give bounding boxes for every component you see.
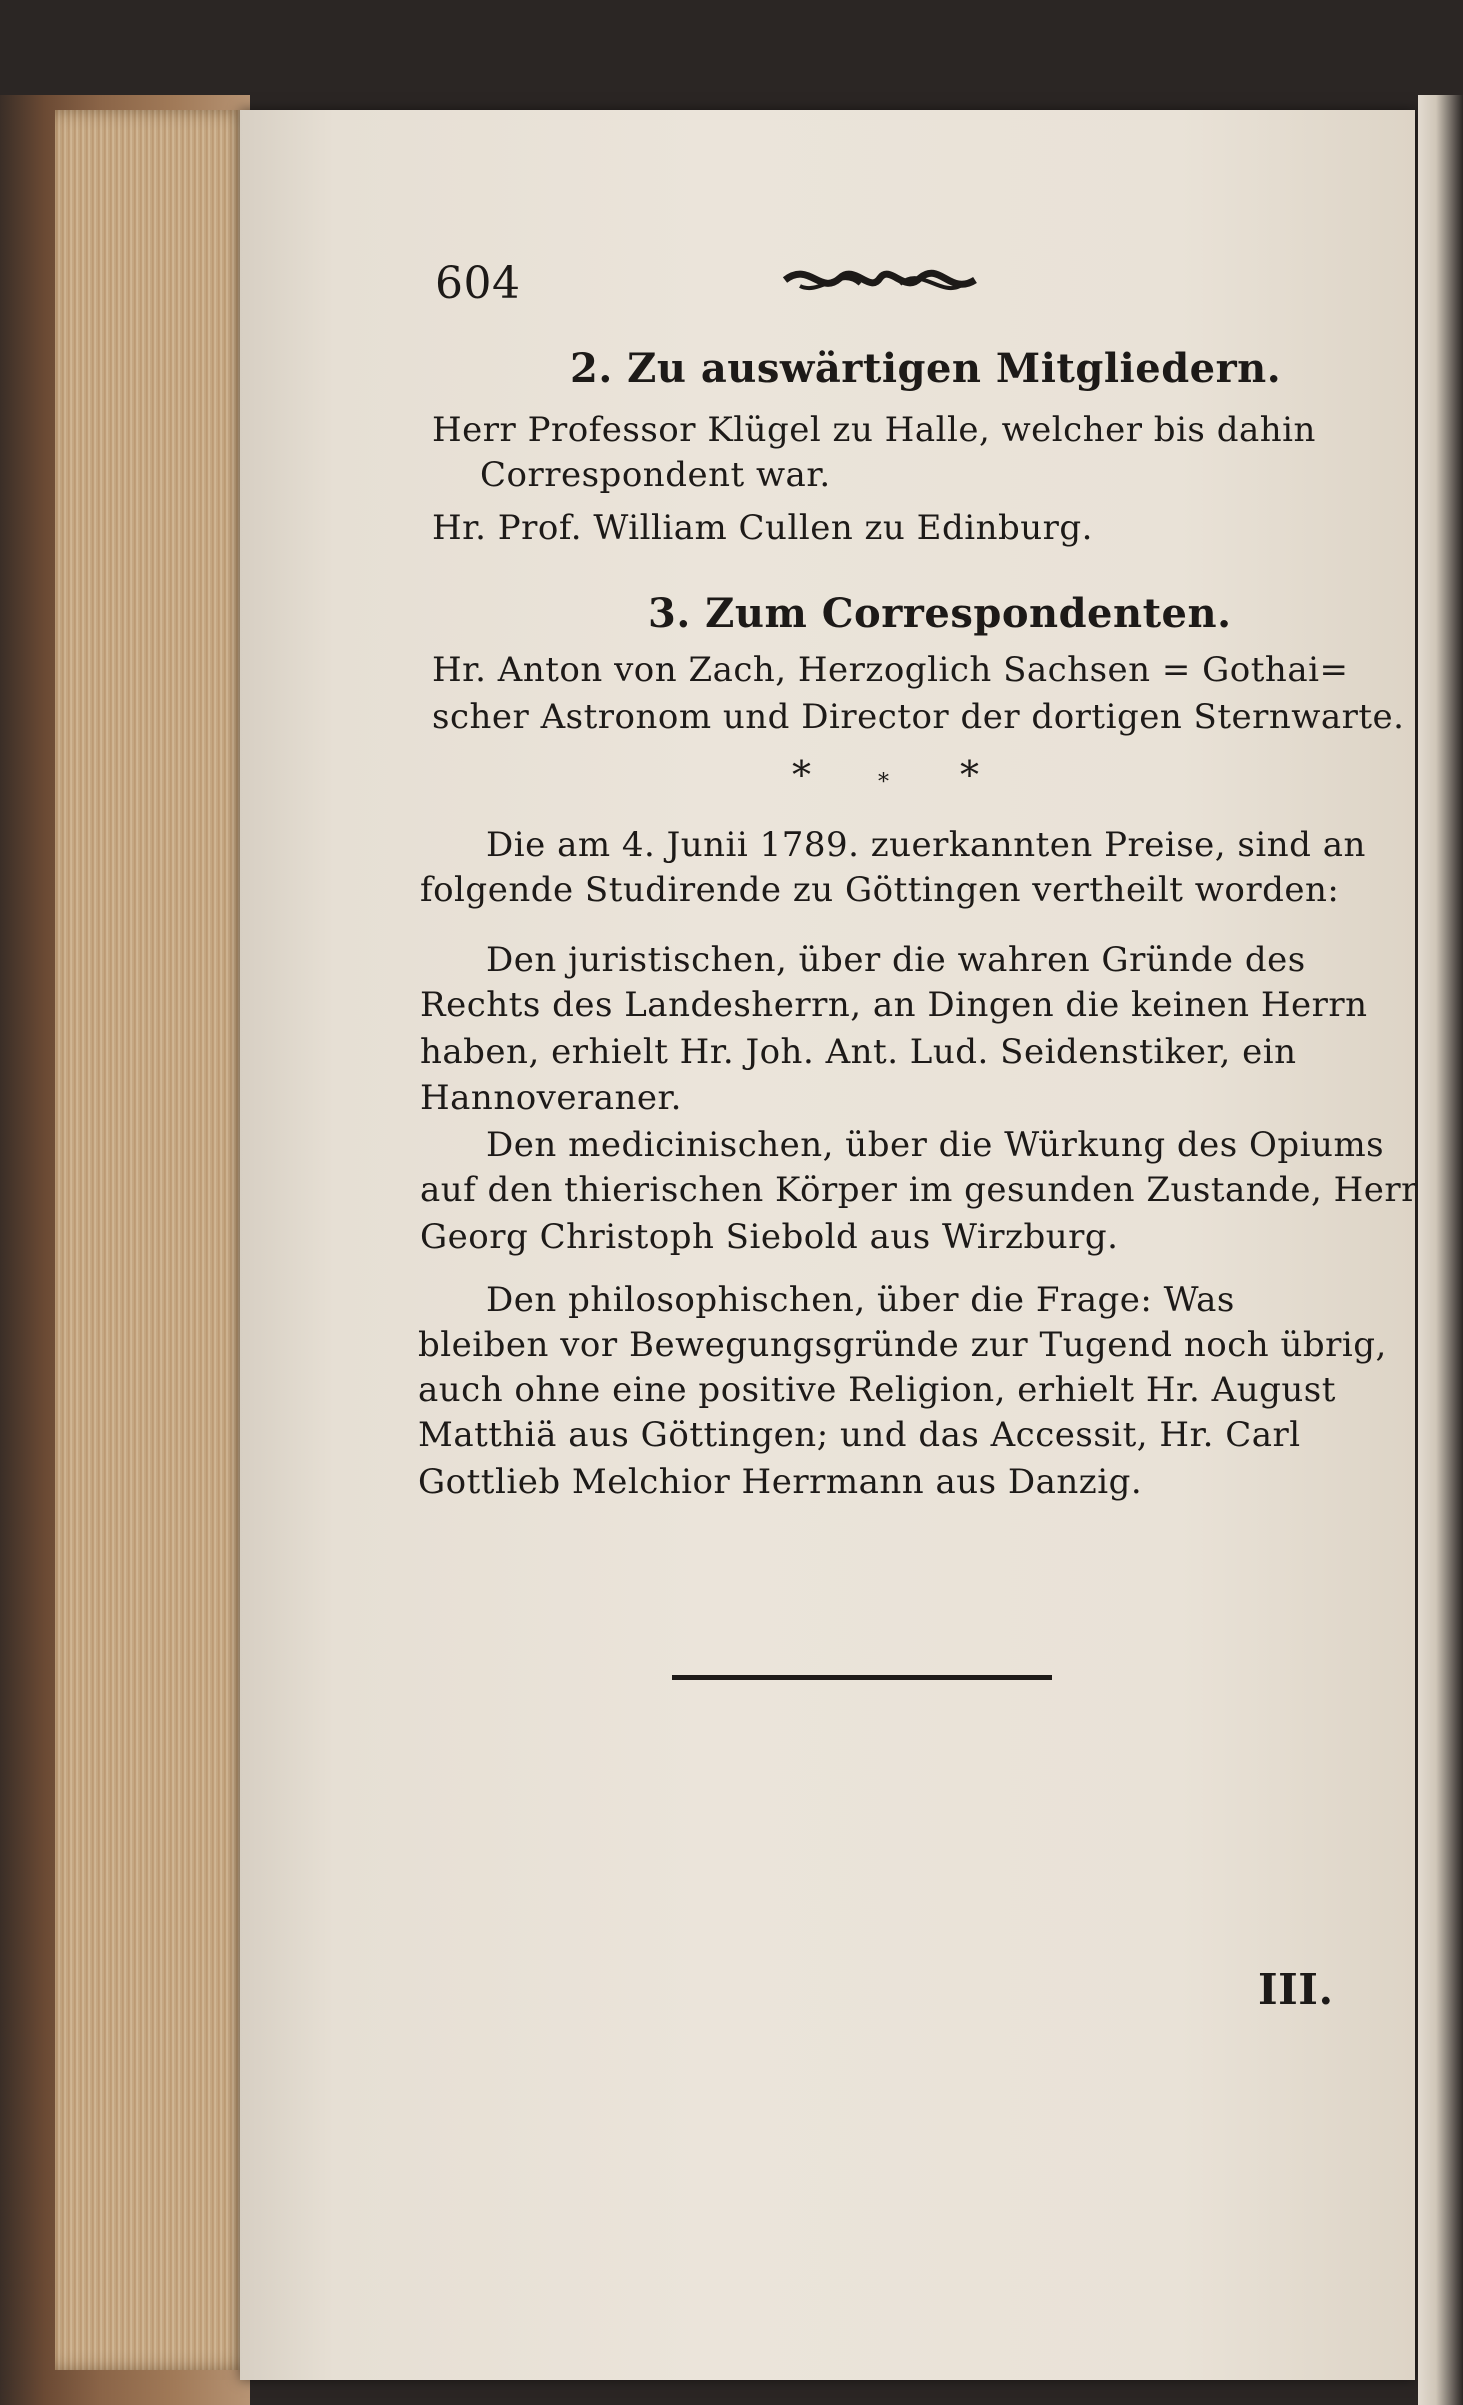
prize-juristic-line-4: Hannoveraner. bbox=[420, 1078, 682, 1118]
prize-juristic-line-3: haben, erhielt Hr. Joh. Ant. Lud. Seidenstiker, ein bbox=[420, 1032, 1297, 1072]
printer-ornament-icon bbox=[780, 256, 980, 300]
section-3-line-1: Hr. Anton von Zach, Herzoglich Sachsen = Gothai= bbox=[432, 650, 1349, 690]
section-3-heading: 3. Zum Correspondenten. bbox=[648, 590, 1232, 637]
page-number: 604 bbox=[435, 258, 521, 309]
asterisk-icon: * bbox=[878, 770, 890, 795]
prize-philosophy-line-1: Den philosophischen, über die Frage: Was bbox=[486, 1280, 1235, 1320]
section-divider bbox=[672, 1675, 1052, 1680]
section-2-heading: 2. Zu auswärtigen Mitgliedern. bbox=[570, 345, 1282, 392]
catchword: III. bbox=[1258, 1965, 1334, 2014]
section-2-line-3: Hr. Prof. William Cullen zu Edinburg. bbox=[432, 508, 1093, 548]
section-3-line-2: scher Astronom und Director der dortigen Sternwarte. bbox=[432, 697, 1405, 737]
intro-line-2: folgende Studirende zu Göttingen vertheilt worden: bbox=[420, 870, 1340, 910]
prize-medical-line-2: auf den thierischen Körper im gesunden Zustande, Herr bbox=[420, 1170, 1418, 1210]
section-2-line-1: Herr Professor Klügel zu Halle, welcher bis dahin bbox=[432, 410, 1316, 450]
asterisk-icon: * bbox=[960, 753, 980, 797]
asterisk-icon: * bbox=[792, 753, 812, 797]
prize-philosophy-line-4: Matthiä aus Göttingen; und das Accessit, Hr. Carl bbox=[418, 1415, 1301, 1455]
prize-philosophy-line-3: auch ohne eine positive Religion, erhielt Hr. August bbox=[418, 1370, 1336, 1410]
prize-medical-line-1: Den medicinischen, über die Würkung des Opiums bbox=[486, 1125, 1385, 1165]
intro-line-1: Die am 4. Junii 1789. zuerkannten Preise, sind an bbox=[486, 825, 1366, 865]
section-2-line-2: Correspondent war. bbox=[480, 455, 831, 495]
prize-juristic-line-1: Den juristischen, über die wahren Gründe des bbox=[486, 940, 1306, 980]
prize-philosophy-line-5: Gottlieb Melchior Herrmann aus Danzig. bbox=[418, 1462, 1143, 1502]
page-stack bbox=[55, 110, 255, 2370]
facing-page-edge bbox=[1418, 95, 1463, 2405]
prize-medical-line-3: Georg Christoph Siebold aus Wirzburg. bbox=[420, 1217, 1119, 1257]
prize-philosophy-line-2: bleiben vor Bewegungsgründe zur Tugend noch übrig, bbox=[418, 1325, 1387, 1365]
prize-juristic-line-2: Rechts des Landesherrn, an Dingen die keinen Herrn bbox=[420, 985, 1368, 1025]
